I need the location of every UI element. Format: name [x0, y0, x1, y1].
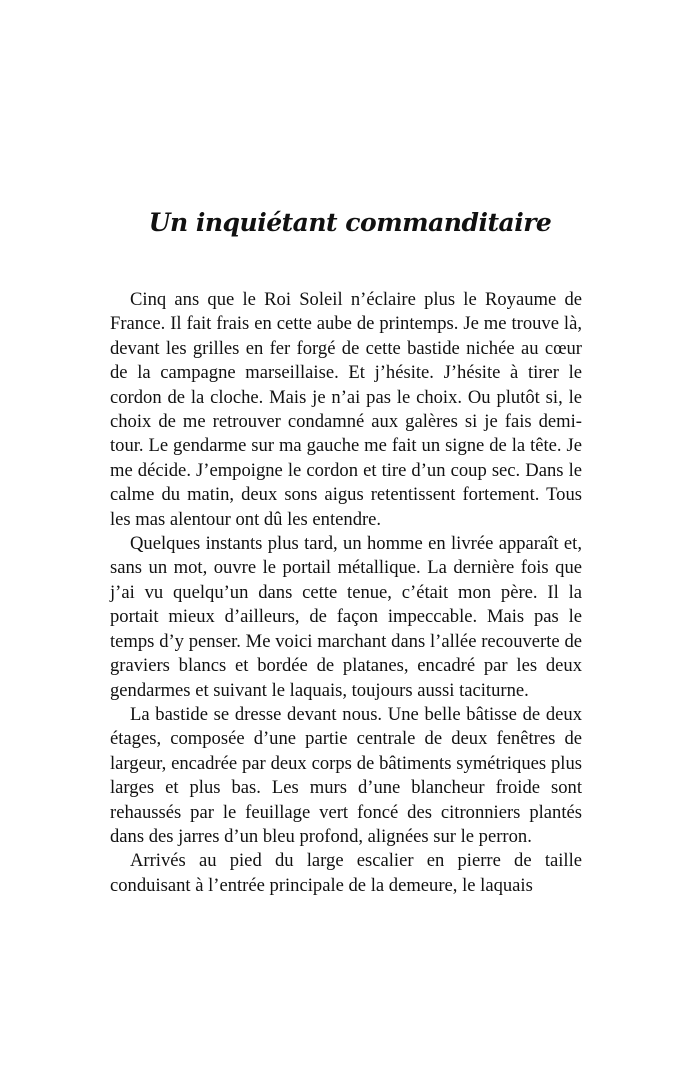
paragraph: Quelques instants plus tard, un homme en livrée apparaît et, sans un mot, ouvre le portail métallique. La dernière fois que j’ai vu quelqu’un dans cette tenue, c’était mon père. Il la portait mieux d’ailleurs, de façon impeccable. Mais pas le temps d’y penser. Me voici marchant dans l’allée recouverte de graviers blancs et bordée de platanes, encadré par les deux gendarmes et suivant le laquais, toujours aussi taciturne.	[110, 533, 582, 701]
paragraph: Cinq ans que le Roi Soleil n’éclaire plus le Royaume de France. Il fait frais en cette aube de printemps. Je me trouve là, devant les grilles en fer forgé de cette bastide nichée au cœur de la campagne marseillaise. Et j’hésite. J’hésite à tirer le cordon de la cloche. Mais je n’ai pas le choix. Ou plutôt si, le choix de me retrouver condamné aux galères si je fais demi-tour. Le gendarme sur ma gauche me fait un signe de la tête. Je me décide. J’empoigne le cordon et tire d’un coup sec. Dans le calme du matin, deux sons aigus retentissent fortement. Tous les mas alentour ont dû les entendre.	[110, 289, 582, 530]
paragraph: La bastide se dresse devant nous. Une belle bâtisse de deux étages, composée d’une partie centrale de deux fenêtres de largeur, encadrée par deux corps de bâtiments symétriques plus larges et plus bas. Les murs d’une blancheur froide sont rehaussés par le feuillage vert foncé des citronniers plantés dans des jarres d’un bleu profond, alignées sur le perron.	[110, 703, 582, 847]
chapter-body	[110, 288, 582, 898]
chapter-title: Un inquiétant commanditaire	[148, 208, 552, 237]
paragraph: Arrivés au pied du large escalier en pierre de taille conduisant à l’entrée principale de la demeure, le laquais	[110, 850, 582, 896]
